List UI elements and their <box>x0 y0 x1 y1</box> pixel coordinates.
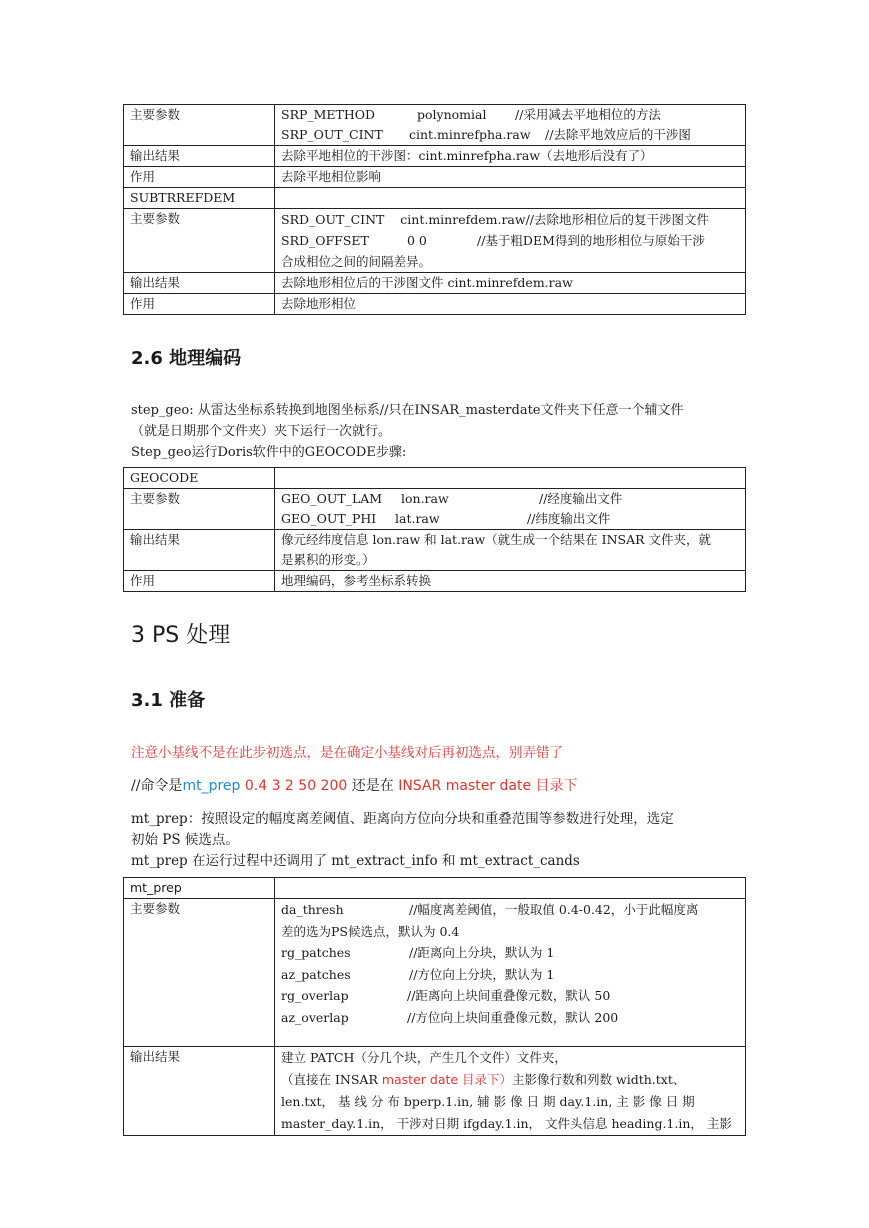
command-prefix: //命令是 <box>131 778 183 794</box>
result-line: 是累积的形变。） <box>281 552 375 567</box>
param-name: rg_overlap <box>281 988 349 1003</box>
result-cell <box>275 1047 746 1136</box>
row-label: 输出结果 <box>124 146 275 167</box>
warning-note: 注意小基线不是在此步初选点，是在确定小基线对后再初选点，别弄错了 <box>131 745 563 761</box>
step-name: GEOCODE <box>124 468 275 489</box>
result-line: 像元经纬度信息 lon.raw 和 lat.raw（就生成一个结果在 INSAR 文件夹，就 <box>281 532 711 547</box>
param-cell <box>275 209 746 273</box>
param-cell <box>275 489 746 530</box>
row-label: 输出结果 <box>124 1047 275 1136</box>
result-line: 建立 PATCH（分几个块，产生几个文件）文件夹， <box>281 1050 567 1065</box>
param-name: rg_patches <box>281 945 351 960</box>
command-text: 还是在 <box>351 778 394 794</box>
param-value: cint.minrefpha.raw <box>409 127 531 142</box>
paragraph-line: （就是日期那个文件夹）夹下运行一次就行。 <box>131 424 392 439</box>
param-value: 0 0 <box>407 233 427 248</box>
param-cell <box>275 899 746 1047</box>
paragraph-line: mt_prep 在运行过程中还调用了 mt_extract_info 和 mt_extract_cands <box>131 853 580 869</box>
param-value: polynomial <box>417 107 487 122</box>
command-args: 0.4 3 2 50 200 <box>244 778 348 794</box>
param-name: SRP_OUT_CINT <box>281 127 383 142</box>
srp-table <box>123 104 746 315</box>
paragraph-line: 初始 PS 候选点。 <box>131 832 239 848</box>
command-dir: INSAR master date 目录下 <box>398 778 578 794</box>
param-comment: //幅度离差阈值，一般取值 0.4-0.42，小于此幅度离 <box>409 902 699 917</box>
purpose-cell: 去除平地相位影响 <box>275 167 746 188</box>
paragraph-line: mt_prep：按照设定的幅度离差阈值、距离向方位向分块和重叠范围等参数进行处理，选定 <box>131 811 674 827</box>
result-cell: 去除平地相位的干涉图：cint.minrefpha.raw（去地形后没有了） <box>275 146 746 167</box>
section-heading-2-6: 2.6 地理编码 <box>131 348 242 369</box>
result-line: len.txt， 基 线 分 布 bperp.1.in, 辅 影 像 日 期 day.1.in, 主 影 像 日 期 <box>281 1094 695 1109</box>
section-heading-3-1: 3.1 准备 <box>131 690 206 711</box>
paragraph-line: Step_geo运行Doris软件中的GEOCODE步骤: <box>131 445 407 460</box>
paragraph-line: step_geo: 从雷达坐标系转换到地图坐标系//只在INSAR_masterdate文件夹下任意一个辅文件 <box>131 403 684 418</box>
row-label: 主要参数 <box>124 899 275 1047</box>
param-name: GEO_OUT_LAM <box>281 491 383 506</box>
param-name: az_patches <box>281 966 351 982</box>
param-comment: //距离向上块间重叠像元数，默认 50 <box>407 988 611 1003</box>
step-name: SUBTRREFDEM <box>124 188 275 209</box>
row-label: 输出结果 <box>124 273 275 294</box>
paragraph <box>131 400 746 463</box>
param-comment: //纬度输出文件 <box>527 511 611 526</box>
param-comment: //去除平地效应后的干涉图 <box>545 127 691 142</box>
param-comment: //距离向上分块，默认为 1 <box>409 945 555 960</box>
row-label: 作用 <box>124 294 275 315</box>
param-line: 合成相位之间的间隔差异。 <box>281 254 432 269</box>
geocode-table <box>123 467 746 592</box>
mt-prep-table <box>123 877 746 1136</box>
row-label: 主要参数 <box>124 105 275 146</box>
row-label: 主要参数 <box>124 489 275 530</box>
result-cell: 去除地形相位后的干涉图文件 cint.minrefdem.raw <box>275 273 746 294</box>
param-name: da_thresh <box>281 902 344 917</box>
param-comment: //经度输出文件 <box>539 491 623 506</box>
result-line: master_day.1.in， 干涉对日期 ifgday.1.in， 文件头信息 heading.1.in， 主影 <box>281 1116 732 1131</box>
paragraph <box>131 809 746 872</box>
empty-cell <box>275 468 746 489</box>
param-comment: //采用减去平地相位的方法 <box>515 107 661 122</box>
step-name: mt_prep <box>124 878 275 899</box>
param-name: GEO_OUT_PHI <box>281 511 377 526</box>
result-text: （直接在 INSAR <box>281 1072 382 1087</box>
param-name: SRP_METHOD <box>281 107 376 122</box>
empty-cell <box>275 878 746 899</box>
result-dir: master date 目录下） <box>381 1072 513 1087</box>
row-label: 作用 <box>124 167 275 188</box>
param-comment: 差的选为PS候选点，默认为 0.4 <box>281 923 460 939</box>
param-value: lon.raw <box>401 491 449 506</box>
purpose-cell: 去除地形相位 <box>275 294 746 315</box>
param-cell <box>275 105 746 146</box>
row-label: 作用 <box>124 571 275 592</box>
result-text: 主影像行数和列数 width.txt、 <box>512 1072 686 1087</box>
command-name: mt_prep <box>182 778 241 794</box>
row-label: 主要参数 <box>124 209 275 273</box>
param-name: az_overlap <box>281 1009 349 1025</box>
param-comment: //方位向上分块，默认为 1 <box>409 966 555 982</box>
param-comment: //基于粗DEM得到的地形相位与原始干涉 <box>477 233 705 248</box>
param-name: SRD_OFFSET <box>281 233 369 248</box>
purpose-cell: 地理编码，参考坐标系转换 <box>275 571 746 592</box>
section-heading-3: 3 PS 处理 <box>131 623 231 648</box>
param-comment: //方位向上块间重叠像元数，默认 200 <box>407 1009 619 1025</box>
param-line: SRD_OUT_CINT cint.minrefdem.raw//去除地形相位后的复干涉图文件 <box>281 212 710 227</box>
row-label: 输出结果 <box>124 530 275 571</box>
result-cell <box>275 530 746 571</box>
empty-cell <box>275 188 746 209</box>
command-line <box>131 775 578 795</box>
param-value: lat.raw <box>395 511 440 526</box>
